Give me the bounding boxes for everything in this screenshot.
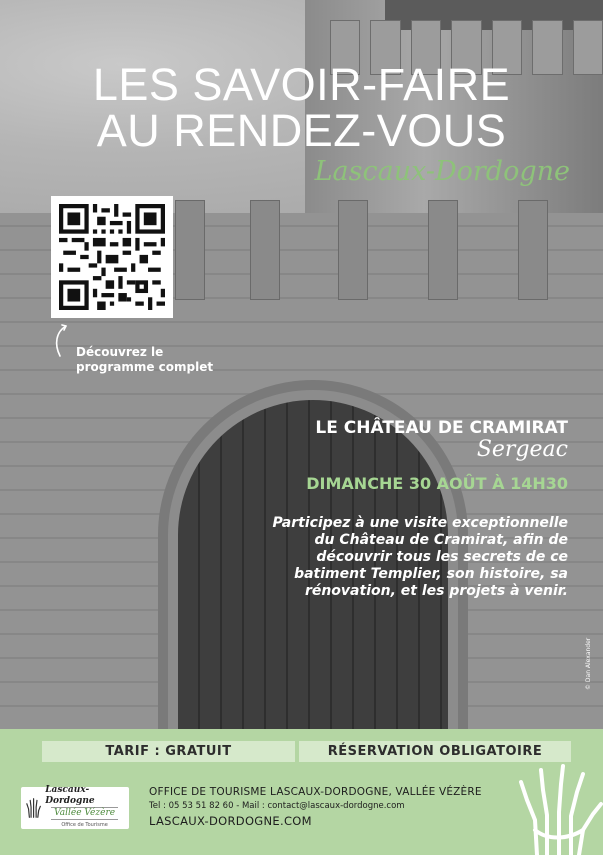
office-name: OFFICE DE TOURISME LASCAUX-DORDOGNE, VALLÉE VÉZÈRE <box>149 786 482 798</box>
wall-corbel <box>338 200 368 300</box>
description-line: découvrir tous les secrets de ce <box>316 549 568 565</box>
logo-line-2: Vallée Vézère <box>51 807 118 820</box>
price-tag: TARIF : GRATUIT <box>42 741 295 762</box>
qr-code-icon <box>59 204 165 310</box>
qr-caption <box>76 345 256 375</box>
brand-script: Lascaux-Dordogne <box>314 156 570 187</box>
logo-line-3: Office de Tourisme <box>61 822 108 828</box>
event-date: DIMANCHE 30 AOÛT À 14H30 <box>306 474 568 493</box>
title-line-2: AU RENDEZ-VOUS <box>96 105 507 156</box>
poster-title <box>0 59 603 156</box>
title-line-1: LES SAVOIR-FAIRE <box>92 59 511 110</box>
handprint-icon <box>26 795 41 821</box>
description-line: Participez à une visite exceptionnelle <box>272 515 568 531</box>
handprint-icon <box>517 760 603 855</box>
wall-corbel <box>518 200 548 300</box>
description-line: rénovation, et les projets à venir. <box>304 583 568 599</box>
description-line: batiment Templier, son histoire, sa <box>294 566 568 582</box>
event-description <box>215 515 568 600</box>
photo-credit: © Dan Alexander <box>585 637 592 690</box>
qr-caption-line-2: programme complet <box>76 360 214 374</box>
reservation-tag: RÉSERVATION OBLIGATOIRE <box>299 741 571 762</box>
website-link[interactable]: LASCAUX-DORDOGNE.COM <box>149 814 312 828</box>
info-tags <box>42 741 571 762</box>
wall-corbel <box>250 200 280 300</box>
qr-caption-line-1: Découvrez le <box>76 345 164 359</box>
tourism-office-logo <box>21 787 129 829</box>
logo-line-1: Lascaux-Dordogne <box>45 785 95 806</box>
venue-town: Sergeac <box>476 437 568 462</box>
wall-corbel <box>428 200 458 300</box>
wall-corbel <box>175 200 205 300</box>
venue-name: LE CHÂTEAU DE CRAMIRAT <box>315 418 568 438</box>
description-line: du Château de Cramirat, afin de <box>314 532 568 548</box>
qr-code[interactable] <box>51 196 173 318</box>
curved-arrow-icon <box>52 322 74 362</box>
contact-info[interactable]: Tel : 05 53 51 82 60 - Mail : contact@lascaux-dordogne.com <box>149 801 405 811</box>
